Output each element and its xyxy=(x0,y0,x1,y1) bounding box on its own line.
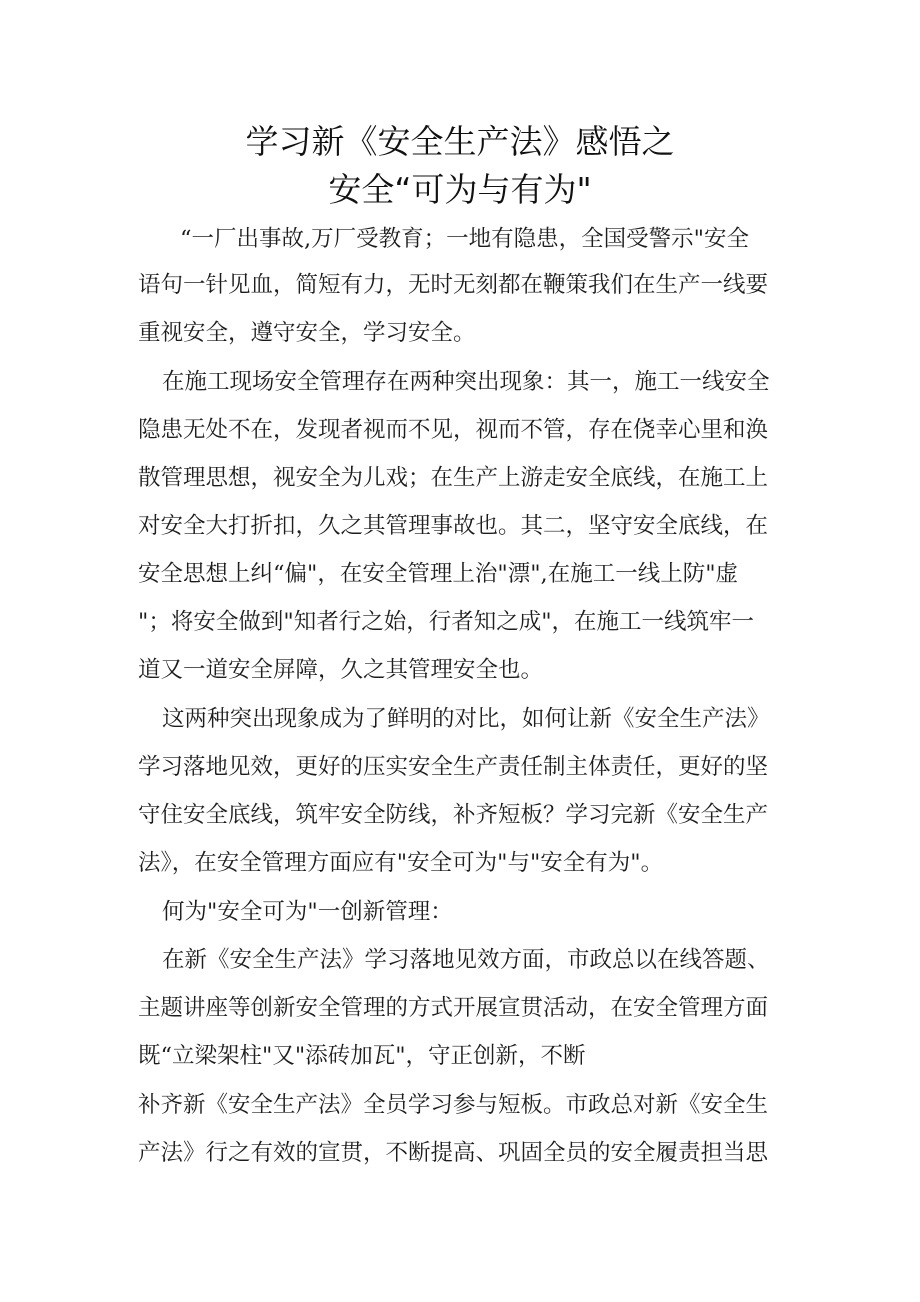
body-line-17: 主题讲座等创新安全管理的方式开展宣贯活动，在安全管理方面 xyxy=(138,995,769,1021)
body-line-10: 道又一道安全屏障，久之其管理安全也。 xyxy=(138,657,544,683)
body-line-19: 补齐新《安全生产法》全员学习参与短板。市政总对新《安全生 xyxy=(138,1092,769,1118)
body-line-5: 隐患无处不在，发现者视而不见，视而不管，存在侥幸心里和涣 xyxy=(138,417,769,443)
body-line-6: 散管理思想，视安全为儿戏；在生产上游走安全底线，在施工上 xyxy=(138,465,769,491)
body-line-3: 重视安全，遵守安全，学习安全。 xyxy=(138,320,476,346)
body-line-13: 守住安全底线，筑牢安全防线，补齐短板？学习完新《安全生产 xyxy=(138,802,769,828)
body-line-12: 学习落地见效，更好的压实安全生产责任制主体责任，更好的坚 xyxy=(138,754,769,780)
body-line-18: 既“立梁架柱"又"添砖加瓦"，守正创新，不断 xyxy=(138,1043,586,1069)
document-title-line-2: 安全“可为与有为" xyxy=(328,170,592,209)
body-line-4: 在施工现场安全管理存在两种突出现象：其一，施工一线安全 xyxy=(162,369,770,395)
body-line-11: 这两种突出现象成为了鲜明的对比，如何让新《安全生产法》 xyxy=(162,706,770,732)
body-line-9: "；将安全做到"知者行之始，行者知之成"，在施工一线筑牢一 xyxy=(138,609,755,635)
body-line-7: 对安全大打折扣，久之其管理事故也。其二，坚守安全底线，在 xyxy=(138,513,769,539)
body-line-20: 产法》行之有效的宣贯，不断提高、巩固全员的安全履责担当思 xyxy=(138,1140,769,1166)
body-line-16: 在新《安全生产法》学习落地见效方面，市政总以在线答题、 xyxy=(162,947,770,973)
body-line-1: “一厂出事故,万厂受教育；一地有隐患，全国受警示"安全 xyxy=(180,226,750,252)
body-line-8: 安全思想上纠“偏"，在安全管理上治"漂",在施工一线上防"虚 xyxy=(138,561,739,587)
body-line-14: 法》，在安全管理方面应有"安全可为"与"安全有为"。 xyxy=(138,850,664,876)
body-line-2: 语句一针见血，简短有力，无时无刻都在鞭策我们在生产一线要 xyxy=(138,272,769,298)
document-title-line-1: 学习新《安全生产法》感悟之 xyxy=(245,122,675,161)
body-line-15: 何为"安全可为"一创新管理： xyxy=(162,899,453,925)
